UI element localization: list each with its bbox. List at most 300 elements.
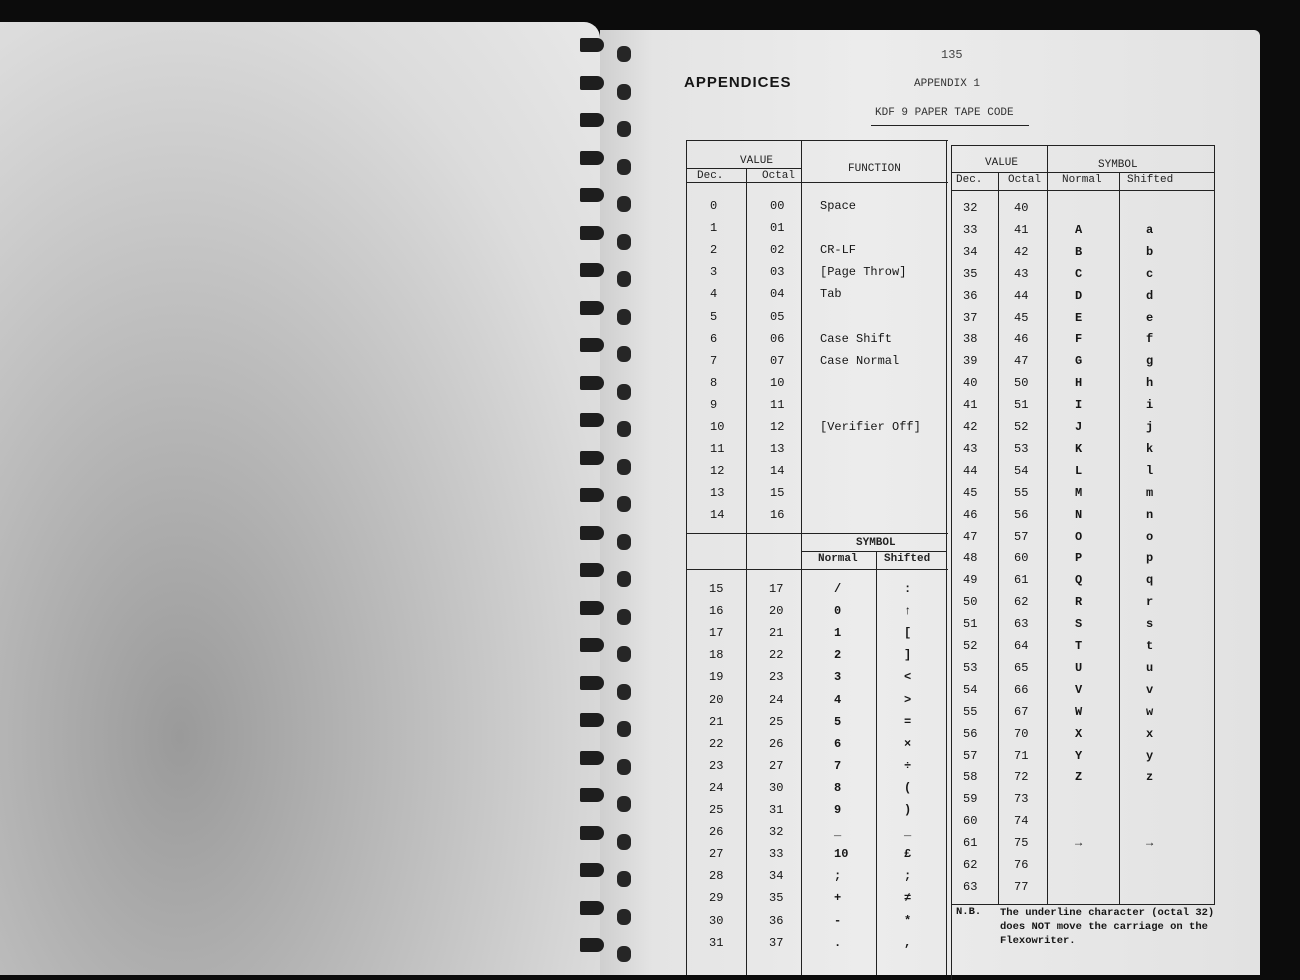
- dec-octal-divider: [746, 168, 747, 535]
- symbol-shifted-cell: ÷: [904, 758, 912, 773]
- dec-cell: 35: [963, 266, 978, 281]
- symbol-normal-cell: A: [1075, 222, 1083, 237]
- symbol-normal-cell: 10: [834, 847, 849, 862]
- binding-hole: [617, 346, 631, 362]
- right-value-symbol-divider: [1047, 145, 1048, 905]
- octal-cell: 50: [1014, 376, 1029, 391]
- binding-ring: [580, 601, 604, 615]
- dec-cell: 55: [963, 704, 978, 719]
- function-cell: Tab: [820, 287, 842, 302]
- right-value-split: [951, 172, 1215, 173]
- symbol-shifted-cell: e: [1146, 310, 1154, 325]
- symbol-shifted-cell: w: [1146, 704, 1154, 719]
- dec-cell: 1: [710, 221, 718, 236]
- octal-cell: 74: [1014, 814, 1029, 829]
- binding-ring: [580, 151, 604, 165]
- binding-ring: [580, 338, 604, 352]
- dec-cell: 2: [710, 243, 718, 258]
- binding-hole: [617, 121, 631, 137]
- title-underline: [871, 125, 1029, 126]
- dec-cell: 63: [963, 879, 978, 894]
- symbol-shifted-cell: f: [1146, 332, 1154, 347]
- dec-cell: 54: [963, 682, 978, 697]
- binding-hole: [617, 271, 631, 287]
- octal-cell: 70: [1014, 726, 1029, 741]
- symbol-normal-cell: U: [1075, 660, 1083, 675]
- binding-ring: [580, 413, 604, 427]
- octal-cell: 12: [770, 420, 785, 434]
- octal-cell: 26: [769, 736, 784, 751]
- dec-cell: 4: [710, 287, 718, 302]
- dec-cell: 17: [709, 626, 724, 641]
- dec-cell: 36: [963, 288, 978, 303]
- dec-cell: 37: [963, 310, 978, 325]
- right-table-bottom: [951, 904, 1215, 905]
- binding-hole: [617, 534, 631, 550]
- dec-cell: 7: [710, 353, 718, 368]
- octal-cell: 00: [770, 199, 785, 213]
- octal-cell: 46: [1014, 332, 1029, 347]
- binding-hole: [617, 159, 631, 175]
- octal-cell: 11: [770, 397, 785, 412]
- dec-cell: 10: [710, 420, 725, 434]
- left-value-header: VALUE: [740, 155, 774, 167]
- octal-cell: 77: [1014, 879, 1029, 894]
- dec-cell: 42: [963, 420, 978, 434]
- dec-cell: 23: [709, 758, 724, 773]
- octal-cell: 62: [1014, 595, 1029, 610]
- symbol-shifted-cell: £: [904, 847, 912, 862]
- symbol-normal-cell: P: [1075, 551, 1083, 566]
- binding-hole: [617, 871, 631, 887]
- binding-hole: [617, 496, 631, 512]
- binding-hole: [617, 234, 631, 250]
- binding-ring: [580, 826, 604, 840]
- right-dec-octal-divider: [998, 172, 999, 905]
- symbol-shifted-cell: g: [1146, 354, 1154, 369]
- dec-cell: 27: [709, 847, 724, 862]
- dec-cell: 12: [710, 464, 725, 479]
- octal-cell: 16: [770, 508, 785, 523]
- symbol-normal-cell: O: [1075, 529, 1083, 544]
- binding-ring: [580, 301, 604, 315]
- dec-cell: 13: [710, 486, 725, 501]
- symbol-shifted-cell: s: [1146, 617, 1154, 632]
- dec-cell: 48: [963, 551, 978, 566]
- octal-cell: 05: [770, 309, 785, 324]
- octal-cell: 15: [770, 486, 785, 501]
- right-normal-shifted-divider: [1119, 172, 1120, 905]
- dec-cell: 14: [710, 508, 725, 523]
- binding-hole: [617, 459, 631, 475]
- table-title: KDF 9 PAPER TAPE CODE: [875, 107, 1014, 119]
- dec-cell: 31: [709, 935, 724, 950]
- symbol-shifted-cell: l: [1146, 463, 1154, 478]
- symbol-normal-cell: H: [1075, 376, 1083, 391]
- dec-cell: 21: [709, 714, 724, 729]
- left-dec-header: Dec.: [697, 170, 724, 182]
- dec-cell: 43: [963, 441, 978, 456]
- symbol-shifted-cell: ,: [904, 935, 912, 950]
- dec-cell: 52: [963, 639, 978, 653]
- octal-cell: 20: [769, 604, 784, 619]
- octal-cell: 66: [1014, 682, 1029, 697]
- octal-cell: 36: [769, 913, 784, 928]
- function-cell: [Verifier Off]: [820, 420, 921, 434]
- right-value-header: VALUE: [985, 157, 1019, 169]
- dec-cell: 51: [963, 617, 978, 632]
- octal-cell: 71: [1014, 748, 1029, 763]
- symbol-shifted-cell: t: [1146, 639, 1154, 653]
- symbol-normal-cell: F: [1075, 332, 1083, 347]
- symbol-normal-cell: 2: [834, 648, 842, 663]
- symbol-normal-cell: S: [1075, 617, 1083, 632]
- symbol-shifted-cell: m: [1146, 485, 1154, 500]
- octal-cell: 13: [770, 442, 785, 457]
- symbol-shifted-cell: ): [904, 803, 912, 817]
- note-text: The underline character (octal 32) does NOT move the carriage on the Flexowriter.: [1000, 907, 1215, 947]
- binding-hole: [617, 721, 631, 737]
- octal-cell: 56: [1014, 507, 1029, 522]
- octal-cell: 27: [769, 758, 784, 773]
- dec-cell: 26: [709, 825, 724, 840]
- symbol-shifted-cell: ↑: [904, 604, 912, 619]
- octal-symbol-divider-lower: [801, 533, 802, 975]
- right-octal-header: Octal: [1008, 174, 1042, 186]
- dec-cell: 58: [963, 770, 978, 785]
- symbol-normal-cell: Q: [1075, 573, 1083, 588]
- binding-ring: [580, 451, 604, 465]
- octal-cell: 34: [769, 869, 784, 884]
- symbol-shifted-cell: c: [1146, 266, 1154, 281]
- center-border-b: [951, 145, 952, 980]
- octal-cell: 21: [769, 626, 784, 641]
- symbol-normal-cell: C: [1075, 266, 1083, 281]
- dec-cell: 6: [710, 331, 718, 346]
- symbol-shifted-cell: ;: [904, 869, 912, 884]
- binding-ring: [580, 676, 604, 690]
- symbol-shifted-cell: _: [904, 825, 912, 840]
- dec-cell: 30: [709, 913, 724, 928]
- octal-cell: 30: [769, 780, 784, 795]
- symbol-normal-cell: /: [834, 582, 842, 596]
- octal-cell: 10: [770, 375, 785, 390]
- symbol-shifted-cell: p: [1146, 551, 1154, 566]
- symbol-shifted-cell: →: [1146, 836, 1154, 851]
- symbol-shifted-cell: x: [1146, 726, 1154, 741]
- binding-ring: [580, 788, 604, 802]
- binding-hole: [617, 684, 631, 700]
- octal-cell: 25: [769, 714, 784, 729]
- dec-cell: 18: [709, 648, 724, 663]
- symbol-shifted-cell: ]: [904, 648, 912, 663]
- octal-cell: 42: [1014, 244, 1029, 259]
- dec-cell: 3: [710, 265, 718, 280]
- octal-cell: 22: [769, 648, 784, 663]
- symbol-shifted-cell: k: [1146, 441, 1154, 456]
- symbol-normal-cell: Z: [1075, 770, 1083, 785]
- octal-cell: 60: [1014, 551, 1029, 566]
- symbol-shifted-cell: z: [1146, 770, 1154, 785]
- octal-cell: 17: [769, 582, 784, 596]
- left-normal-header: Normal: [818, 553, 858, 565]
- binding-hole: [617, 46, 631, 62]
- symbol-normal-cell: +: [834, 891, 842, 906]
- binding-ring: [580, 563, 604, 577]
- binding-ring: [580, 113, 604, 127]
- symbol-shifted-cell: *: [904, 913, 912, 928]
- right-normal-header: Normal: [1062, 174, 1102, 186]
- dec-cell: 28: [709, 869, 724, 884]
- symbol-normal-cell: -: [834, 913, 842, 928]
- symbol-shifted-cell: h: [1146, 376, 1154, 391]
- octal-cell: 52: [1014, 420, 1029, 434]
- dec-cell: 29: [709, 891, 724, 906]
- octal-cell: 67: [1014, 704, 1029, 719]
- function-cell: CR-LF: [820, 243, 857, 258]
- dec-cell: 50: [963, 595, 978, 610]
- octal-cell: 45: [1014, 310, 1029, 325]
- octal-cell: 54: [1014, 463, 1029, 478]
- symbol-normal-cell: R: [1075, 595, 1083, 610]
- octal-cell: 07: [770, 353, 785, 368]
- symbol-normal-cell: Y: [1075, 748, 1083, 763]
- dec-cell: 19: [709, 670, 724, 685]
- binding-ring: [580, 638, 604, 652]
- binding-hole: [617, 421, 631, 437]
- function-cell: [Page Throw]: [820, 265, 907, 280]
- symbol-normal-cell: →: [1075, 836, 1083, 851]
- symbol-normal-cell: V: [1075, 682, 1083, 697]
- table-top-rule: [686, 140, 948, 141]
- octal-cell: 04: [770, 287, 785, 302]
- symbol-shifted-cell: >: [904, 692, 912, 707]
- dec-cell: 40: [963, 376, 978, 391]
- section-heading: APPENDICES: [684, 74, 792, 91]
- octal-cell: 73: [1014, 792, 1029, 807]
- dec-cell: 5: [710, 309, 718, 324]
- dec-cell: 53: [963, 660, 978, 675]
- right-border: [1214, 145, 1215, 905]
- dec-cell: 33: [963, 222, 978, 237]
- symbol-normal-cell: 4: [834, 692, 842, 707]
- right-shifted-header: Shifted: [1127, 174, 1174, 186]
- octal-cell: 55: [1014, 485, 1029, 500]
- dec-cell: 24: [709, 780, 724, 795]
- binding-hole: [617, 384, 631, 400]
- left-octal-header: Octal: [762, 170, 796, 182]
- octal-cell: 37: [769, 935, 784, 950]
- octal-cell: 47: [1014, 354, 1029, 369]
- symbol-normal-cell: W: [1075, 704, 1083, 719]
- binding-hole: [617, 834, 631, 850]
- octal-cell: 64: [1014, 639, 1029, 653]
- binding-hole: [617, 609, 631, 625]
- symbol-normal-cell: N: [1075, 507, 1083, 522]
- dec-cell: 46: [963, 507, 978, 522]
- symbol-shifted-cell: (: [904, 780, 912, 795]
- binding-hole: [617, 909, 631, 925]
- dec-cell: 39: [963, 354, 978, 369]
- symbol-shifted-cell: y: [1146, 748, 1154, 763]
- symbol-shifted-cell: =: [904, 714, 912, 729]
- dec-cell: 11: [710, 442, 725, 457]
- binding-ring: [580, 376, 604, 390]
- dec-cell: 41: [963, 398, 978, 413]
- octal-cell: 33: [769, 847, 784, 862]
- symbol-normal-cell: 1: [834, 626, 842, 641]
- octal-cell: 02: [770, 243, 785, 258]
- right-header-bottom: [951, 190, 1215, 191]
- section-rule: [686, 533, 948, 534]
- dec-cell: 44: [963, 463, 978, 478]
- function-cell: Space: [820, 199, 857, 213]
- octal-cell: 31: [769, 803, 784, 817]
- octal-cell: 24: [769, 692, 784, 707]
- octal-cell: 01: [770, 221, 785, 236]
- binding-hole: [617, 309, 631, 325]
- dec-cell: 61: [963, 836, 978, 851]
- dec-cell: 59: [963, 792, 978, 807]
- dec-cell: 32: [963, 201, 978, 215]
- dec-cell: 25: [709, 803, 724, 817]
- binding-hole: [617, 759, 631, 775]
- symbol-normal-cell: G: [1075, 354, 1083, 369]
- octal-cell: 51: [1014, 398, 1029, 413]
- dec-cell: 9: [710, 397, 718, 412]
- left-page-blank: [0, 22, 600, 975]
- octal-cell: 61: [1014, 573, 1029, 588]
- binding-ring: [580, 713, 604, 727]
- binding-ring: [580, 263, 604, 277]
- left-border: [686, 140, 687, 975]
- symbol-shifted-cell: ≠: [904, 891, 912, 906]
- left-shifted-header: Shifted: [884, 553, 931, 565]
- symbol-header-bottom: [686, 569, 948, 570]
- dec-cell: 47: [963, 529, 978, 544]
- symbol-shifted-cell: i: [1146, 398, 1154, 413]
- symbol-shifted-cell: a: [1146, 222, 1154, 237]
- note-label: N.B.: [956, 906, 982, 918]
- symbol-normal-cell: 9: [834, 803, 842, 817]
- left-symbol-header: SYMBOL: [856, 537, 896, 549]
- function-divider: [801, 140, 802, 535]
- header-bottom-rule: [686, 182, 948, 183]
- dec-cell: 57: [963, 748, 978, 763]
- page-number: 135: [941, 48, 963, 62]
- binding-ring: [580, 226, 604, 240]
- octal-cell: 75: [1014, 836, 1029, 851]
- binding-ring: [580, 751, 604, 765]
- function-header: FUNCTION: [848, 163, 901, 175]
- binding-ring: [580, 38, 604, 52]
- octal-cell: 43: [1014, 266, 1029, 281]
- symbol-shifted-cell: v: [1146, 682, 1154, 697]
- dec-cell: 34: [963, 244, 978, 259]
- normal-shifted-divider-lower: [876, 551, 877, 975]
- function-cell: Case Shift: [820, 331, 893, 346]
- dec-cell: 38: [963, 332, 978, 347]
- octal-cell: 44: [1014, 288, 1029, 303]
- octal-cell: 57: [1014, 529, 1029, 544]
- symbol-shifted-cell: <: [904, 670, 912, 685]
- function-cell: Case Normal: [820, 353, 900, 368]
- dec-cell: 15: [709, 582, 724, 596]
- octal-cell: 35: [769, 891, 784, 906]
- symbol-normal-cell: K: [1075, 441, 1083, 456]
- binding-ring: [580, 76, 604, 90]
- symbol-shifted-cell: r: [1146, 595, 1154, 610]
- symbol-normal-cell: 0: [834, 604, 842, 619]
- symbol-normal-cell: 5: [834, 714, 842, 729]
- octal-cell: 76: [1014, 858, 1029, 872]
- symbol-shifted-cell: ×: [904, 736, 912, 751]
- dec-cell: 62: [963, 858, 978, 872]
- binding-ring: [580, 863, 604, 877]
- octal-cell: 65: [1014, 660, 1029, 675]
- symbol-normal-cell: 7: [834, 758, 842, 773]
- symbol-split-rule: [801, 551, 947, 552]
- symbol-shifted-cell: q: [1146, 573, 1154, 588]
- symbol-shifted-cell: j: [1146, 420, 1154, 434]
- right-symbol-header: SYMBOL: [1098, 159, 1138, 171]
- symbol-normal-cell: 8: [834, 780, 842, 795]
- dec-octal-divider-lower: [746, 533, 747, 975]
- symbol-shifted-cell: [: [904, 626, 912, 641]
- binding-hole: [617, 946, 631, 962]
- dec-cell: 0: [710, 199, 718, 213]
- dec-cell: 49: [963, 573, 978, 588]
- binding-ring: [580, 188, 604, 202]
- symbol-normal-cell: L: [1075, 463, 1083, 478]
- symbol-shifted-cell: :: [904, 582, 912, 596]
- symbol-normal-cell: M: [1075, 485, 1083, 500]
- right-table-top-rule: [951, 145, 1215, 146]
- symbol-shifted-cell: o: [1146, 529, 1154, 544]
- binding-ring: [580, 901, 604, 915]
- octal-cell: 72: [1014, 770, 1029, 785]
- binding-hole: [617, 796, 631, 812]
- dec-cell: 20: [709, 692, 724, 707]
- octal-cell: 32: [769, 825, 784, 840]
- symbol-normal-cell: X: [1075, 726, 1083, 741]
- symbol-shifted-cell: n: [1146, 507, 1154, 522]
- dec-cell: 8: [710, 375, 718, 390]
- octal-cell: 63: [1014, 617, 1029, 632]
- octal-cell: 23: [769, 670, 784, 685]
- binding-hole: [617, 196, 631, 212]
- octal-cell: 06: [770, 331, 785, 346]
- binding-ring: [580, 526, 604, 540]
- octal-cell: 41: [1014, 222, 1029, 237]
- symbol-shifted-cell: b: [1146, 244, 1154, 259]
- symbol-normal-cell: 3: [834, 670, 842, 685]
- dec-cell: 16: [709, 604, 724, 619]
- octal-cell: 03: [770, 265, 785, 280]
- binding-hole: [617, 84, 631, 100]
- binding-ring: [580, 488, 604, 502]
- octal-cell: 14: [770, 464, 785, 479]
- dec-cell: 60: [963, 814, 978, 829]
- symbol-normal-cell: _: [834, 825, 842, 840]
- symbol-shifted-cell: u: [1146, 660, 1154, 675]
- symbol-normal-cell: D: [1075, 288, 1083, 303]
- octal-cell: 53: [1014, 441, 1029, 456]
- dec-cell: 22: [709, 736, 724, 751]
- binding-ring: [580, 938, 604, 952]
- right-dec-header: Dec.: [956, 174, 983, 186]
- symbol-normal-cell: 6: [834, 736, 842, 751]
